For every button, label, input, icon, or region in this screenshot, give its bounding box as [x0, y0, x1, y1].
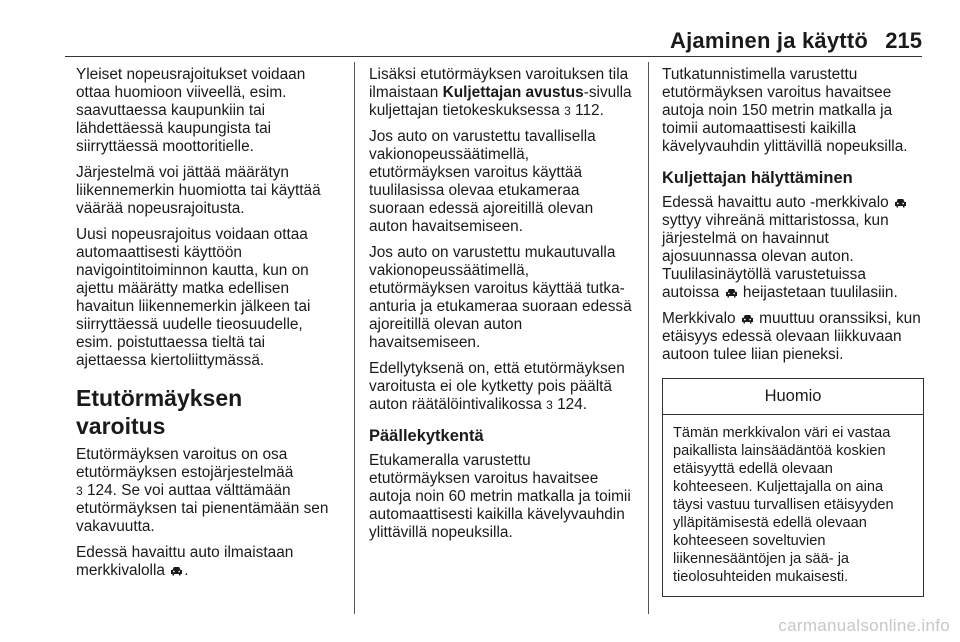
page-reference[interactable]: 124 [86, 482, 113, 499]
header-rule [65, 56, 922, 57]
text: heijastetaan tuulilasiin. [742, 284, 898, 301]
paragraph: Yleiset nopeusrajoitukset voidaan ottaa huomioon viiveellä, esim. saavuttaessa kaupunkiin tai lähdettäessä kaupungista tai siirryttäessä moottoritielle. [76, 66, 306, 155]
text: . [599, 102, 604, 119]
text: Edessä havaittu auto -merkkivalo [662, 194, 889, 211]
text: . [184, 562, 189, 579]
column-2 [369, 66, 634, 550]
page-reference[interactable]: 112 [575, 102, 600, 119]
watermark: carmanualsonline.info [778, 616, 950, 635]
car-front-icon [725, 288, 738, 298]
note-box [662, 378, 924, 597]
page-reference[interactable]: 124 [557, 396, 583, 413]
text: Edellytyksenä on, että etutörmäyksen varoitusta ei ole kytketty pois päältä auton räätälöintivalikossa [369, 360, 625, 413]
text: Edessä havaittu auto ilmaistaan merkkivalolla [76, 544, 294, 579]
note-body: Tämän merkkivalon väri ei vastaa paikallista lainsäädäntöä koskien etäisyyttä edellä olevaan kohteeseen. Kuljettajalla on aina täysi vastuu turvallisen etäisyyden ylläpitämisestä edellä olevaan kohteeseen soveltuvien liikennesääntöjen ja sää- ja tieolosuhteiden mukaisesti. [673, 425, 894, 585]
note-title: Huomio [663, 379, 923, 415]
paragraph: Tutkatunnistimella varustettu etutörmäyksen varoitus havaitsee autoja noin 150 metrin matkalla ja toimii automaattisesti kaikilla kävelyvauhdin ylittävillä nopeuksilla. [662, 66, 908, 155]
text: syttyy vihreänä mittaristossa, kun järjestelmä on havainnut ajosuunnassa olevan auton. Tuulilasinäytöllä varustetuissa autoissa [662, 212, 889, 301]
reference-arrow-icon: 3 [76, 484, 83, 498]
paragraph [369, 360, 634, 414]
text: . Se voi auttaa välttämään etutörmäyksen tai pienentämään sen vakavuutta. [76, 482, 329, 535]
menu-name: Kuljettajan avustus [442, 84, 584, 101]
paragraph [662, 194, 924, 302]
paragraph: Uusi nopeusrajoitus voidaan ottaa automaattisesti käyttöön navigointitoiminnon kautta, kun on ajettu määrätty matka edellisen havaitun liikennemerkin jälkeen tai siirryttäessä uudelle tieosuudelle, esim. poistuttaessa tieltä tai ajettaessa kiertoliittymässä. [76, 226, 311, 369]
text: Lisäksi etutörmäyksen varoituksen tila ilmaistaan [369, 66, 629, 101]
car-front-icon [894, 198, 907, 208]
text: Etutörmäyksen varoitus on osa etutörmäyksen estojärjestelmää [76, 446, 294, 481]
paragraph: Etukameralla varustettu etutörmäyksen varoitus havaitsee autoja noin 60 metrin matkalla ja toimii automaattisesti kaikilla kävelyvauhdin ylittävillä nopeuksilla. [369, 452, 631, 541]
paragraph: Järjestelmä voi jättää määrätyn liikennemerkin huomiotta tai käyttää väärää nopeusrajoitusta. [76, 164, 321, 217]
text: -sivulla kuljettajan tietokeskuksessa [369, 84, 632, 119]
paragraph: Jos auto on varustettu mukautuvalla vakionopeussäätimellä, etutörmäyksen varoitus käyttää tutka-anturia ja etukameraa suoraan edessä ajoreitillä olevan auton havaitsemiseen. [369, 244, 632, 351]
column-3 [662, 66, 924, 597]
text: muuttuu oranssiksi, kun etäisyys edessä olevaan liikkuvaan autoon tulee liian pieneksi. [662, 310, 921, 363]
paragraph [76, 446, 338, 536]
car-front-icon [170, 566, 183, 576]
section-heading: Etutörmäyksen varoitus [76, 385, 243, 439]
paragraph: Jos auto on varustettu tavallisella vakionopeussäätimellä, etutörmäyksen varoitus käyttää tuulilasissa olevaa etukameraa suoraan edessä ajoreitillä olevan auton havaitsemiseen. [369, 128, 596, 235]
subsection-heading: Kuljettajan hälyttäminen [662, 169, 853, 187]
paragraph [369, 66, 634, 120]
paragraph [662, 310, 924, 364]
text: Merkkivalo [662, 310, 736, 327]
subsection-heading: Päällekytkentä [369, 427, 484, 445]
page-header [0, 0, 960, 58]
column-1 [76, 66, 338, 588]
column-divider-1 [354, 62, 355, 614]
column-divider-2 [648, 62, 649, 614]
car-front-icon [741, 314, 754, 324]
reference-arrow-icon: 3 [546, 398, 553, 412]
paragraph [76, 544, 338, 580]
page-number: 215 [885, 28, 922, 53]
header-title: Ajaminen ja käyttö [670, 28, 868, 53]
text: . [582, 396, 588, 413]
reference-arrow-icon: 3 [564, 104, 571, 118]
